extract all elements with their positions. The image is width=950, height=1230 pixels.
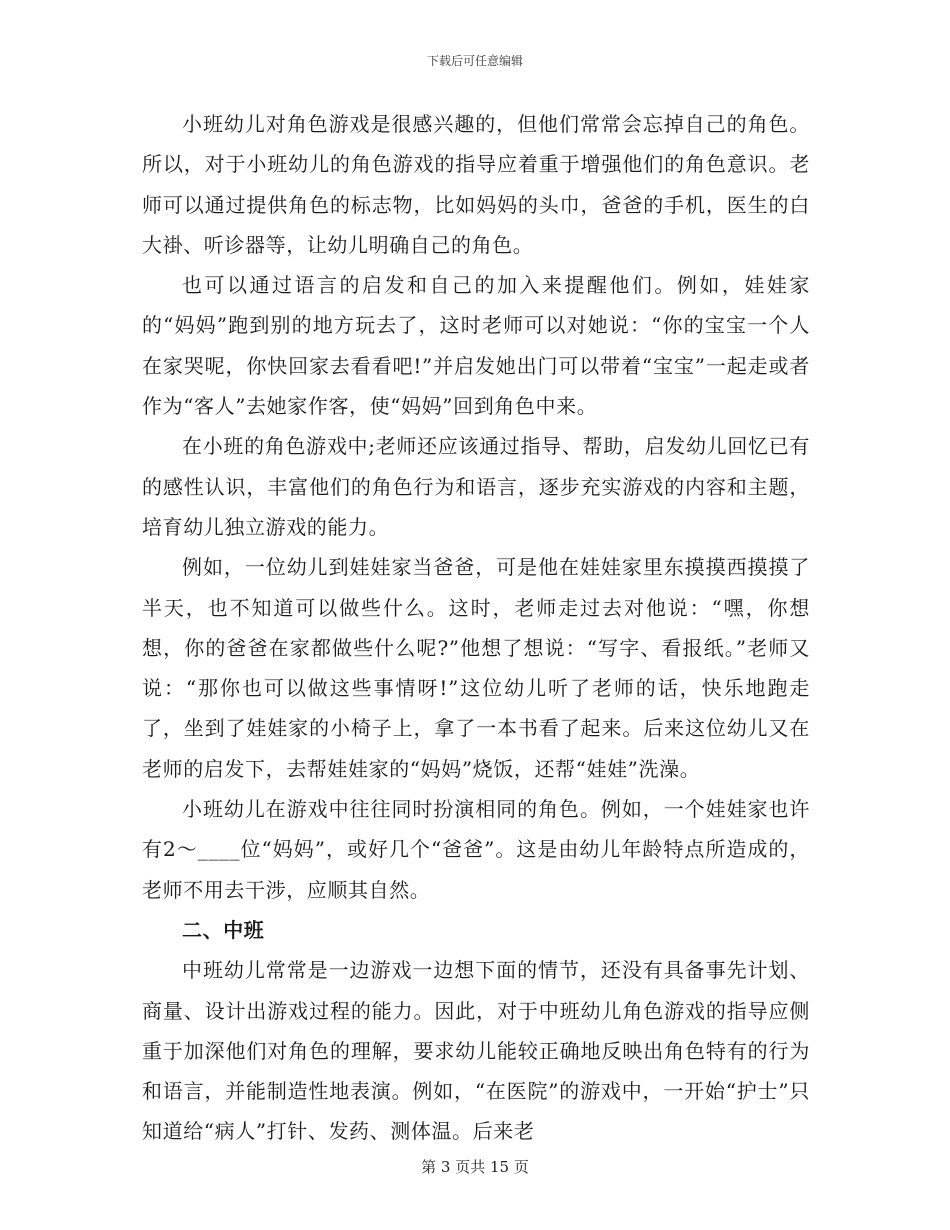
paragraph: 也可以通过语言的启发和自己的加入来提醒他们。例如，娃娃家的“妈妈”跑到别的地方玩去了，这时老师可以对她说：“你的宝宝一个人在家哭呢，你快回家去看看吧!”并启发她出门可以带着“宝宝”一起走或者作为“客人”去她家作客，使“妈妈”回到角色中来。 bbox=[142, 273, 810, 419]
paragraph: 小班幼儿在游戏中往往同时扮演相同的角色。例如，一个娃娃家也许有2～____位“妈妈”，或好几个“爸爸”。这是由幼儿年龄特点所造成的，老师不用去干涉，应顺其自然。 bbox=[142, 797, 810, 902]
page-header-note: 下载后可任意编辑 bbox=[426, 54, 523, 68]
section-heading: 二、中班 bbox=[182, 917, 265, 942]
paragraph: 中班幼儿常常是一边游戏一边想下面的情节，还没有具备事先计划、商量、设计出游戏过程的能力。因此，对于中班幼儿角色游戏的指导应侧重于加深他们对角色的理解，要求幼儿能较正确地反映出角色特有的行为和语言，并能制造性地表演。例如，“在医院”的游戏中，一开始“护士”只知道给“病人”打针、发药、测体温。后来老 bbox=[142, 958, 810, 1144]
paragraph: 例如，一位幼儿到娃娃家当爸爸，可是他在娃娃家里东摸摸西摸摸了半天，也不知道可以做些什么。这时，老师走过去对他说：“嘿，你想想，你的爸爸在家都做些什么呢?”他想了想说：“写字、看报纸。”老师又说：“那你也可以做这些事情呀!”这位幼儿听了老师的话，快乐地跑走了，坐到了娃娃家的小椅子上，拿了一本书看了起来。后来这位幼儿又在老师的启发下，去帮娃娃家的“妈妈”烧饭，还帮“娃娃”洗澡。 bbox=[142, 555, 810, 781]
page-number: 第 3 页共 15 页 bbox=[421, 1158, 529, 1176]
paragraph: 小班幼儿对角色游戏是很感兴趣的，但他们常常会忘掉自己的角色。所以，对于小班幼儿的角色游戏的指导应着重于增强他们的角色意识。老师可以通过提供角色的标志物，比如妈妈的头巾，爸爸的手机，医生的白大褂、听诊器等，让幼儿明确自己的角色。 bbox=[142, 112, 810, 257]
paragraph: 在小班的角色游戏中;老师还应该通过指导、帮助，启发幼儿回忆已有的感性认识，丰富他们的角色行为和语言，逐步充实游戏的内容和主题，培育幼儿独立游戏的能力。 bbox=[142, 434, 810, 539]
document-body bbox=[142, 104, 810, 1152]
